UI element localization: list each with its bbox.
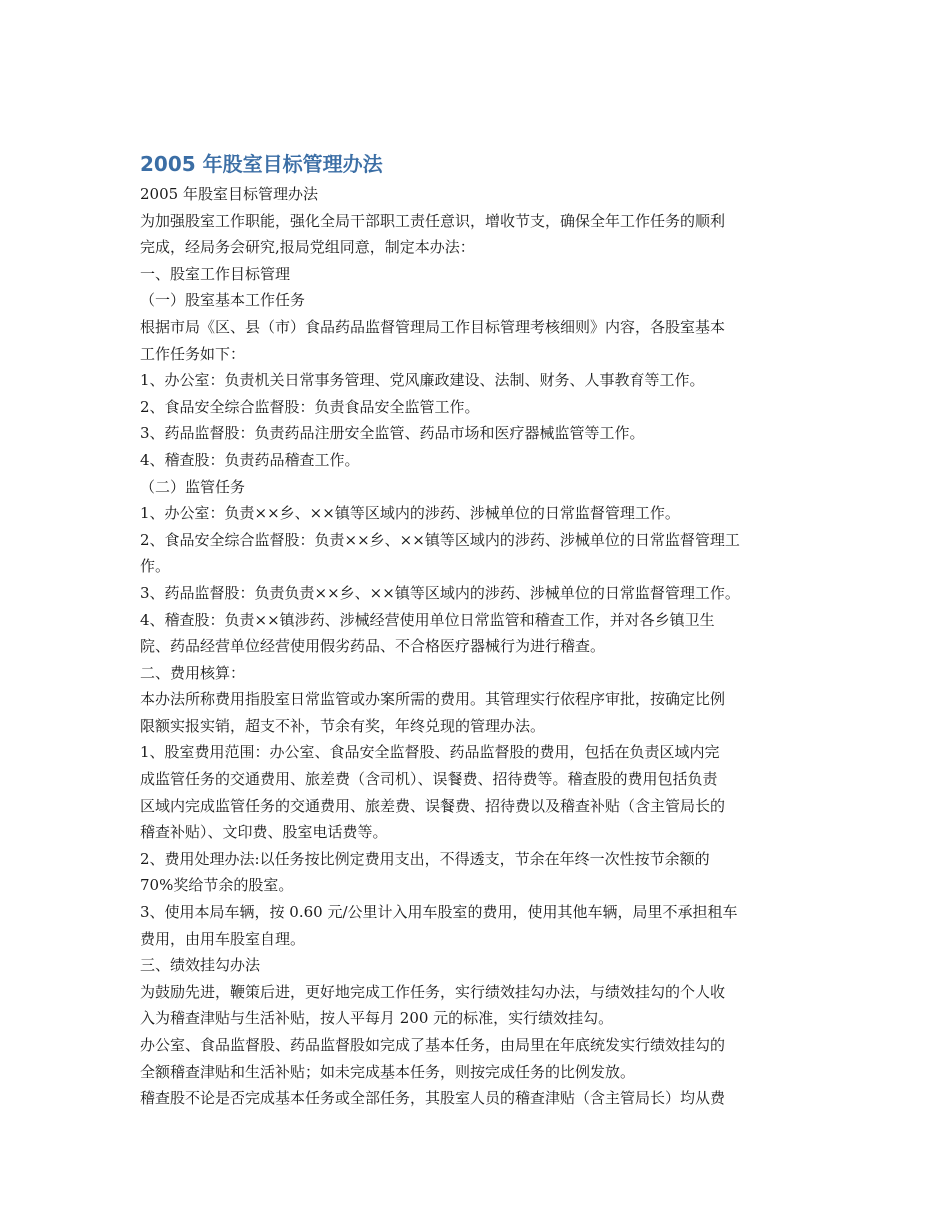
text-line: 2005 年股室目标管理办法: [140, 185, 318, 203]
text-line: 费用，由用车股室自理。: [140, 929, 306, 948]
paragraph: [140, 394, 812, 421]
text-line: 为加强股室工作职能，强化全局干部职工责任意识，增收节支，确保全年工作任务的顺利: [140, 211, 726, 230]
text-line: 4、稽查股：负责××镇涉药、涉械经营使用单位日常监管和稽查工作，并对各乡镇卫生: [140, 610, 715, 629]
paragraph: [140, 287, 812, 314]
text-line: 工作任务如下：: [140, 344, 246, 363]
paragraph: [140, 314, 812, 367]
paragraph: [140, 474, 812, 501]
text-line: 根据市局《区、县（市）食品药品监督管理局工作目标管理考核细则》内容，各股室基本: [140, 317, 726, 336]
paragraph: [140, 846, 812, 899]
text-line: 1、办公室：负责机关日常事务管理、党风廉政建设、法制、财务、人事教育等工作。: [140, 371, 705, 390]
paragraph: [140, 607, 812, 660]
paragraph: [140, 1085, 812, 1112]
paragraph: [140, 739, 812, 845]
text-line: 3、药品监督股：负责负责××乡、××镇等区域内的涉药、涉械单位的日常监督管理工作。: [140, 583, 740, 602]
text-line: 完成，经局务会研究,报局党组同意，制定本办法：: [140, 238, 475, 257]
document-body: [140, 181, 812, 1112]
text-line: 稽查股不论是否完成基本任务或全部任务，其股室人员的稽查津贴（含主管局长）均从费: [140, 1089, 726, 1108]
paragraph: [140, 1032, 812, 1085]
paragraph: [140, 181, 812, 208]
text-line: 区域内完成监管任务的交通费用、旅差费、误餐费、招待费以及稽查补贴（含主管局长的: [140, 796, 726, 815]
paragraph: [140, 527, 812, 580]
text-line: 一、股室工作目标管理: [140, 264, 291, 283]
text-line: 稽查补贴）、文印费、股室电话费等。: [140, 823, 388, 842]
text-line: 院、药品经营单位经营使用假劣药品、不合格医疗器械行为进行稽查。: [140, 637, 606, 656]
text-line: 作。: [140, 557, 171, 576]
paragraph: [140, 500, 812, 527]
text-line: 1、股室费用范围：办公室、食品安全监督股、药品监督股的费用，包括在负责区域内完: [140, 743, 720, 762]
text-line: 1、办公室：负责××乡、××镇等区域内的涉药、涉械单位的日常监督管理工作。: [140, 504, 680, 523]
text-line: （二）监管任务: [140, 477, 246, 496]
paragraph: [140, 979, 812, 1032]
text-line: 成监管任务的交通费用、旅差费（含司机）、误餐费、招待费等。稽查股的费用包括负责: [140, 770, 718, 789]
text-line: 限额实报实销，超支不补，节余有奖，年终兑现的管理办法。: [140, 716, 546, 735]
text-line: 3、药品监督股：负责药品注册安全监管、药品市场和医疗器械监管等工作。: [140, 424, 645, 443]
paragraph: [140, 447, 812, 474]
text-line: 4、稽查股：负责药品稽查工作。: [140, 450, 360, 469]
text-line: 2、食品安全综合监督股：负责××乡、××镇等区域内的涉药、涉械单位的日常监督管理工: [140, 530, 740, 549]
text-line: 2、费用处理办法:以任务按比例定费用支出，不得透支，节余在年终一次性按节余额的: [140, 849, 710, 868]
text-line: 二、费用核算：: [140, 663, 246, 682]
text-line: 70%奖给节余的股室。: [140, 876, 294, 895]
paragraph: [140, 420, 812, 447]
text-line: 入为稽查津贴与生活补贴，按人平每月 200 元的标准，实行绩效挂勾。: [140, 1009, 614, 1028]
paragraph: [140, 208, 812, 261]
text-line: 为鼓励先进，鞭策后进，更好地完成工作任务，实行绩效挂勾办法，与绩效挂勾的个人收: [140, 982, 726, 1001]
document-title: 2005 年股室目标管理办法: [140, 152, 383, 176]
paragraph: [140, 660, 812, 687]
text-line: 全额稽查津贴和生活补贴；如未完成基本任务，则按完成任务的比例发放。: [140, 1062, 636, 1081]
text-line: 2、食品安全综合监督股：负责食品安全监管工作。: [140, 397, 480, 416]
text-line: 办公室、食品监督股、药品监督股如完成了基本任务，由局里在年底统发实行绩效挂勾的: [140, 1036, 726, 1054]
paragraph: [140, 899, 812, 952]
paragraph: [140, 367, 812, 394]
paragraph: [140, 580, 812, 607]
text-line: （一）股室基本工作任务: [140, 291, 306, 310]
text-line: 3、使用本局车辆，按 0.60 元/公里计入用车股室的费用，使用其他车辆，局里不承担租车: [140, 903, 738, 922]
paragraph: [140, 952, 812, 979]
text-line: 三、绩效挂勾办法: [140, 956, 261, 975]
text-line: 本办法所称费用指股室日常监管或办案所需的费用。其管理实行依程序审批，按确定比例: [140, 690, 726, 709]
paragraph: [140, 686, 812, 739]
paragraph: [140, 261, 812, 288]
